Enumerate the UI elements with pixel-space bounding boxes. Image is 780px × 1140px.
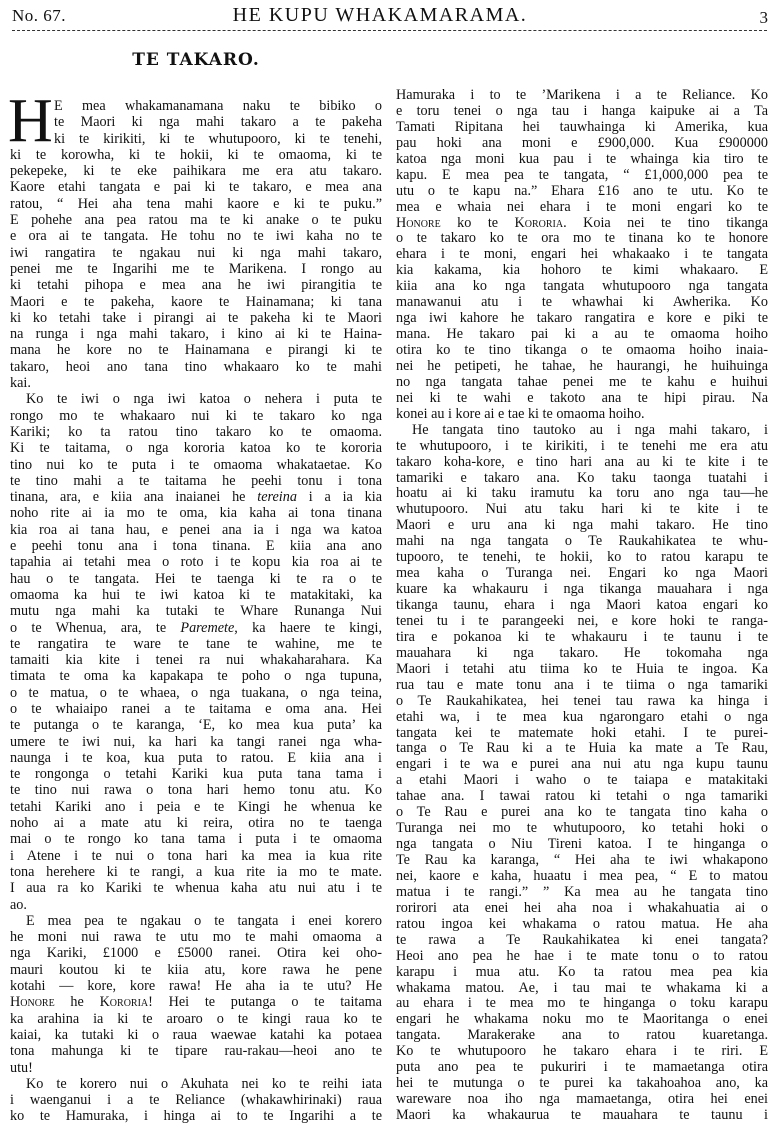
text-line: nga Kariki, £1000 e £5000 ranei. Otira kei oho- bbox=[10, 945, 382, 962]
text-line bbox=[10, 994, 382, 1010]
text-line: ehara i te moni, engari hei whakaako i te tangata bbox=[396, 247, 768, 263]
text-segment: , ka haere te kingi, bbox=[234, 619, 382, 636]
text-line: Te Rau ka karanga, “ Hei aha te iwi whakapono bbox=[396, 853, 768, 868]
text-line: pekepeke, ki te eke paihikara me era atu takaro. bbox=[10, 163, 382, 180]
italic-word: Paremete bbox=[180, 619, 235, 636]
text-line: noho rite ai ia mo te oma, kia kaha ai tona tinana bbox=[10, 505, 382, 522]
text-line: whakama matou. Ae, i tau mai te whakama ki a bbox=[396, 980, 768, 996]
text-line: tahae ana. I tawai ratou ki tetahi o nga tamariki bbox=[396, 789, 768, 805]
text-line: e peehi tonu ana i tona tinana. E kiia ana ano bbox=[10, 538, 382, 555]
text-line: hei te mutunga o te purei ka takahoahoa ano, ka bbox=[396, 1076, 768, 1092]
text-line: otira ko te tino tikanga o te omaoma hoiho inaia- bbox=[396, 343, 768, 358]
text-line: Maori ka whakaurua te mauahara te taunu i bbox=[396, 1108, 768, 1123]
text-line: ao. bbox=[10, 896, 27, 913]
text-line: E mea whakamanamana naku te bibiko o bbox=[54, 98, 382, 114]
text-line: tanga o Te Rau ki a te Huia ka mate a Te Rau, bbox=[396, 741, 768, 757]
text-segment: . Koia nei te tino tikanga bbox=[563, 215, 768, 231]
text-line: te tino mahi a te taitama he peehi tonu i tona bbox=[10, 472, 382, 489]
left-column bbox=[8, 87, 382, 1125]
text-line: pau hoki ana moni e £900,000. Kua £900000 bbox=[396, 135, 768, 151]
text-line: ratou ingoa kei whakama o ratou matua. He aha bbox=[396, 916, 768, 932]
text-line: nga iwi kahore he takaro rangatira e kore e piki te bbox=[396, 311, 768, 327]
text-line bbox=[10, 489, 382, 505]
text-line: ratou, “ Hei aha tena mahi kaore e ki te puku.” bbox=[10, 195, 382, 212]
paragraph bbox=[10, 98, 382, 391]
text-line: i Atene i te nui o tona hari ka mea ia kua rite bbox=[10, 847, 382, 864]
text-line: Maori e uru ana ki nga mahi takaro. He tino bbox=[396, 518, 768, 534]
text-line: Maori i tetahi atu tiima ko te Huia te ingoa. Ka bbox=[396, 661, 768, 677]
text-line: E mea pea te ngakau o te tangata i enei korero bbox=[26, 912, 382, 929]
text-line: Maori e te pakeha, kaore te Hainamana; ki tana bbox=[10, 293, 382, 310]
text-line: o te whaiaipo ranei a te taitama e oma ana. Hei bbox=[10, 700, 382, 717]
text-line: tapahia ai tetahi mea o roto i te kopu kia roa ai te bbox=[10, 554, 382, 571]
text-line: etahi wa, i te mea kua ngarongaro etahi o nga bbox=[396, 709, 768, 725]
text-line: mutu nga mahi ka tutaki te Whare Runanga Nui bbox=[10, 603, 382, 620]
text-line: noho ai a mate atu ki reira, otira no te taenga bbox=[10, 815, 382, 832]
text-line: I aua ra ko Kariki te whenua kaha atu nui atu i te bbox=[10, 880, 382, 897]
text-line: tona herehere ki te rangi, a kua rite ia mo te mate. bbox=[10, 863, 382, 880]
text-line: Tamati Ripitana hei tauwhainga ki Amerika, kua bbox=[396, 119, 768, 135]
article-title: TE TAKARO. bbox=[132, 50, 260, 70]
small-caps-word: Honore bbox=[396, 215, 441, 231]
text-line: Ki te taitama, o nga kororia katoa ko te kororia bbox=[10, 440, 382, 457]
text-line: Ko te iwi o nga iwi katoa o nehera i puta te bbox=[26, 391, 382, 408]
text-line: tona mahunga ki te tipare rau-rakau—heoi ano te bbox=[10, 1043, 382, 1060]
text-line: Ko te korero nui o Akuhata nei ko te reihi iata bbox=[26, 1075, 382, 1092]
text-line: rua tau e mate tonu ana i te tiima o nga tamariki bbox=[396, 677, 768, 693]
drop-cap: H bbox=[8, 87, 53, 155]
paragraph bbox=[396, 88, 768, 423]
text-line: tangata kei te matemate hoki etahi. I te purei- bbox=[396, 725, 768, 741]
text-line: mahi na nga tangata o Te Raukahikatea te whu- bbox=[396, 534, 768, 550]
text-line bbox=[10, 620, 382, 636]
text-line: timata te oma ka kapakapa te poho o nga tupuna, bbox=[10, 668, 382, 685]
small-caps-word: Kororia bbox=[99, 994, 149, 1011]
text-line: ko te Hamuraka, i hinga ai to te Ingarihi a te bbox=[10, 1108, 382, 1125]
text-line: nei ki te wahi e takoto ana te hipi pirau. Na bbox=[396, 390, 768, 406]
text-line: o Te Rau e purei ana ko te tangata tino kaha o bbox=[396, 805, 768, 821]
text-line: te rongonga o tetahi Kariki kua puta tana tama i bbox=[10, 766, 382, 783]
text-line: kapu. E mea pea te tangata, “ £1,000,000 pea te bbox=[396, 167, 768, 183]
paragraph bbox=[10, 391, 382, 913]
text-line: no nga tangata tahae penei me te kahu e huihui bbox=[396, 374, 768, 390]
text-line: penei me te Ingarihi me te Marikena. I rongo au bbox=[10, 260, 382, 277]
text-line: puta ano pea te pukuriri i te mamaetanga otira bbox=[396, 1060, 768, 1076]
text-line: e ora ai te tangata. He tohu no te iwi kaha no te bbox=[10, 228, 382, 245]
text-line: Kariki; ko ta ratou tino takaro ko te omaoma. bbox=[10, 423, 382, 440]
header-rule bbox=[12, 30, 767, 31]
text-line: katoa nga moni kua pau i te whainga kia tiro te bbox=[396, 151, 768, 167]
text-line: tetahi Kariki ano i peia e te Kingi he whenua ke bbox=[10, 798, 382, 815]
text-line: kuare ka whakauru i nga tikanga mauahara i nga bbox=[396, 582, 768, 598]
text-line: omaoma ka hui te iwi katoa ki te matakitaki, ka bbox=[10, 586, 382, 603]
text-line bbox=[396, 216, 768, 232]
text-line: wareware noa iho nga mamaetanga, otira hei enei bbox=[396, 1092, 768, 1108]
text-line: tupooro, te tenehi, te hokii, ko to ratou karapu te bbox=[396, 550, 768, 566]
text-line: Turanga nei mo te whutupooro, ko tetahi hoki o bbox=[396, 821, 768, 837]
paragraph bbox=[396, 423, 768, 1124]
text-line: au ehara i te mea mo te hinganga o toku karapu bbox=[396, 996, 768, 1012]
text-line: ki tetahi pihopa e mea ana he iwi pirangitia te bbox=[10, 277, 382, 294]
text-line: umere te iwi nui, ka hari ka tangi ranei nga wha- bbox=[10, 733, 382, 750]
text-line: Kaore etahi tangata e pai ki te takaro, e mea ana bbox=[10, 179, 382, 196]
text-line: te rangatira te ware te tane te wahine, me te bbox=[10, 635, 382, 652]
text-line: E pohehe ana pea ratou ma te ki anake o te puku bbox=[10, 212, 382, 229]
paragraph bbox=[10, 1076, 382, 1125]
small-caps-word: Honore bbox=[10, 994, 55, 1011]
text-line: nga tangata o Niu Tireni katoa. I te hinganga o bbox=[396, 837, 768, 853]
text-line: hau o te tangata. Hei te taenga ki te ra o te bbox=[10, 570, 382, 587]
text-line: Hamuraka i to te ’Marikena i a te Reliance. Ko bbox=[396, 88, 768, 103]
text-line: matua i te rangi.” ” Ka mea au he tangata tino bbox=[396, 884, 768, 900]
text-line: te Maori ki nga mahi takaro a te pakeha bbox=[54, 114, 382, 131]
text-line: nei, kaore e kaha, huaatu i mea pea, “ E to matou bbox=[396, 868, 768, 884]
text-line: utu! bbox=[10, 1059, 33, 1076]
text-line: e toru tenei o nga tau i hanga kaipuke ai a Ta bbox=[396, 103, 768, 119]
text-line: utu o te kapu na.” Ehara £16 ano te utu. Ko te bbox=[396, 183, 768, 199]
text-line: He tangata tino tautoko au i nga mahi takaro, i bbox=[412, 422, 768, 438]
text-line: iwi rangatira te ngakau nui ki nga mahi takaro, bbox=[10, 244, 382, 261]
text-line: o Te Raukahikatea, hei tenei tau rawa ka hinga i bbox=[396, 693, 768, 709]
text-segment: tinana, ara, e kiia ana inaianei he bbox=[10, 489, 258, 506]
text-line: tino nui ko te puta i te omaoma whakataetae. Ko bbox=[10, 456, 382, 473]
text-line: rongo mo te whakaaro nui ki te takaro ko nga bbox=[10, 407, 382, 424]
text-line: tangata. Marakerake ana to ratou kuaretanga. bbox=[396, 1028, 768, 1044]
text-line: mauri koutou ki te kiia atu, kore rawa he pene bbox=[10, 961, 382, 978]
text-line: engari i te wa e purei ana nui atu nga kupu taunu bbox=[396, 757, 768, 773]
text-line: o te matua, o te whaea, o nga tuakana, o nga teina, bbox=[10, 684, 382, 701]
text-line: tenei tu i te parangeeki nei, e kore hoki te ranga- bbox=[396, 613, 768, 629]
text-line: tamariki e takaro ana. Ko taku taonga tuatahi i bbox=[396, 470, 768, 486]
text-line: nei he petipeti, he tahae, he haurangi, he huihuinga bbox=[396, 358, 768, 374]
text-line: ka arahina ia ki te aroaro o te kingi raua ko te bbox=[10, 1010, 382, 1027]
small-caps-word: Kororia bbox=[514, 215, 564, 231]
issue-number: No. 67. bbox=[12, 6, 67, 25]
text-segment: he bbox=[54, 994, 100, 1011]
text-line: kotahi — kore, kore rawa! He aha ia te utu? He bbox=[10, 978, 382, 995]
text-line: konei au i kore ai e tae ki te omaoma hoiho. bbox=[396, 406, 645, 422]
text-line: te rawa a Te Raukahikatea ki enei tangata? bbox=[396, 932, 768, 948]
text-line: karapu i mua atu. Ko ta ratou mea pea kia bbox=[396, 964, 768, 980]
text-line: ki ko tetahi take i pirangi ai te pakeha ki te Maori bbox=[10, 309, 382, 326]
text-line: ki te kirikiti, ki te whutupooro, ki te tenehi, bbox=[54, 130, 382, 147]
text-line: Heoi ano pea he hae i te mate tonu o to ratou bbox=[396, 948, 768, 964]
text-line: mea kaha o Turanga nei. Engari ko nga Maori bbox=[396, 566, 768, 582]
publication-title: HE KUPU WHAKAMARAMA. bbox=[232, 4, 528, 26]
text-line: te tino nui rawa o tona hari hemo tonu atu. Ko bbox=[10, 782, 382, 799]
text-segment: i a ia kia bbox=[296, 489, 382, 506]
text-line: o te takaro ko te ora mo te tinana ko te honore bbox=[396, 231, 768, 247]
text-line: he moni nui rawa te utu mo te mahi omaoma a bbox=[10, 929, 382, 946]
text-line: tikanga taunu, ehara i nga Maori katoa engari ko bbox=[396, 598, 768, 613]
right-column bbox=[396, 88, 768, 1124]
text-line: a etahi Maori i waho o te taiapa e matakitaki bbox=[396, 773, 768, 789]
text-line: mauahara ki nga takaro. He tokomaha nga bbox=[396, 645, 768, 661]
paragraph bbox=[10, 913, 382, 1076]
text-line: whutupooro. Nui atu taku hari ki te kite i te bbox=[396, 502, 768, 518]
text-line: na runga i nga mahi takaro, i kino ai ki te Haina- bbox=[10, 326, 382, 343]
text-line: i waenganui i a te Reliance (whakawhirinaki) raua bbox=[10, 1092, 382, 1109]
text-line: tira e pokanoa ki te whakauru i te taunu i te bbox=[396, 629, 768, 645]
text-line: rorirori ata enei hei aha noa i whakahuatia ai o bbox=[396, 900, 768, 916]
text-line: te putanga o te karanga, ‘E, ko mea kua puta’ ka bbox=[10, 717, 382, 734]
italic-word: tereina bbox=[257, 489, 297, 506]
text-line: kaiai, ka tutaki ki o raua waewae katahi ka potaea bbox=[10, 1026, 382, 1043]
text-segment: o te Whenua, ara, te bbox=[10, 619, 181, 636]
text-line: kia roa ai tana hau, e penei ana ia i nga wa katoa bbox=[10, 521, 382, 538]
text-line: te whutupooro, i te kirikiti, i te tenehi me era atu bbox=[396, 438, 768, 454]
text-segment: ko te bbox=[440, 215, 515, 231]
text-line: kia kakama, kia hohoro te kimi whakaaro. E bbox=[396, 263, 768, 279]
text-line: tamaiti kia kite i tenei ra nui whakaharahara. Ka bbox=[10, 652, 382, 669]
text-line: hoatu ai ki taku iramutu ka toru ano nga tau—he bbox=[396, 486, 768, 502]
text-line: mea e whaia nei ehara i te moni engari ko te bbox=[396, 199, 768, 215]
text-line: takaro, heoi ano tana tino whakaaro ko te mahi bbox=[10, 358, 382, 375]
text-line: Ko te whutupooro he takaro ehara i te riri. E bbox=[396, 1044, 768, 1060]
text-line: mai o te rongo ko tana tama i puta i te omaoma bbox=[10, 831, 382, 848]
text-line: kiia ana ko nga tangata whutupooro nga tangata bbox=[396, 279, 768, 295]
text-line: manawanui atu i te whawhai ki Awherika. Ko bbox=[396, 295, 768, 311]
text-segment: ! Hei te putanga o te taitama bbox=[148, 994, 382, 1011]
text-line: takaro koha-kore, e tino hari ana au ki te kite i te bbox=[396, 454, 768, 470]
text-line: mana. He takaro pai ki a au te omaoma hoiho bbox=[396, 327, 768, 343]
page-number: 3 bbox=[759, 8, 768, 27]
text-line: mana he kore no te Hainamana e pirangi ki te bbox=[10, 342, 382, 359]
text-line: engari he whakama noku mo te Maoritanga o enei bbox=[396, 1012, 768, 1028]
text-line: ki te korowha, ki te hokii, ki te omaoma, ki te bbox=[10, 146, 382, 163]
text-line: naunga i te koa, kua puta to ratou. E kiia ana i bbox=[10, 749, 382, 766]
text-line: kai. bbox=[10, 375, 31, 392]
